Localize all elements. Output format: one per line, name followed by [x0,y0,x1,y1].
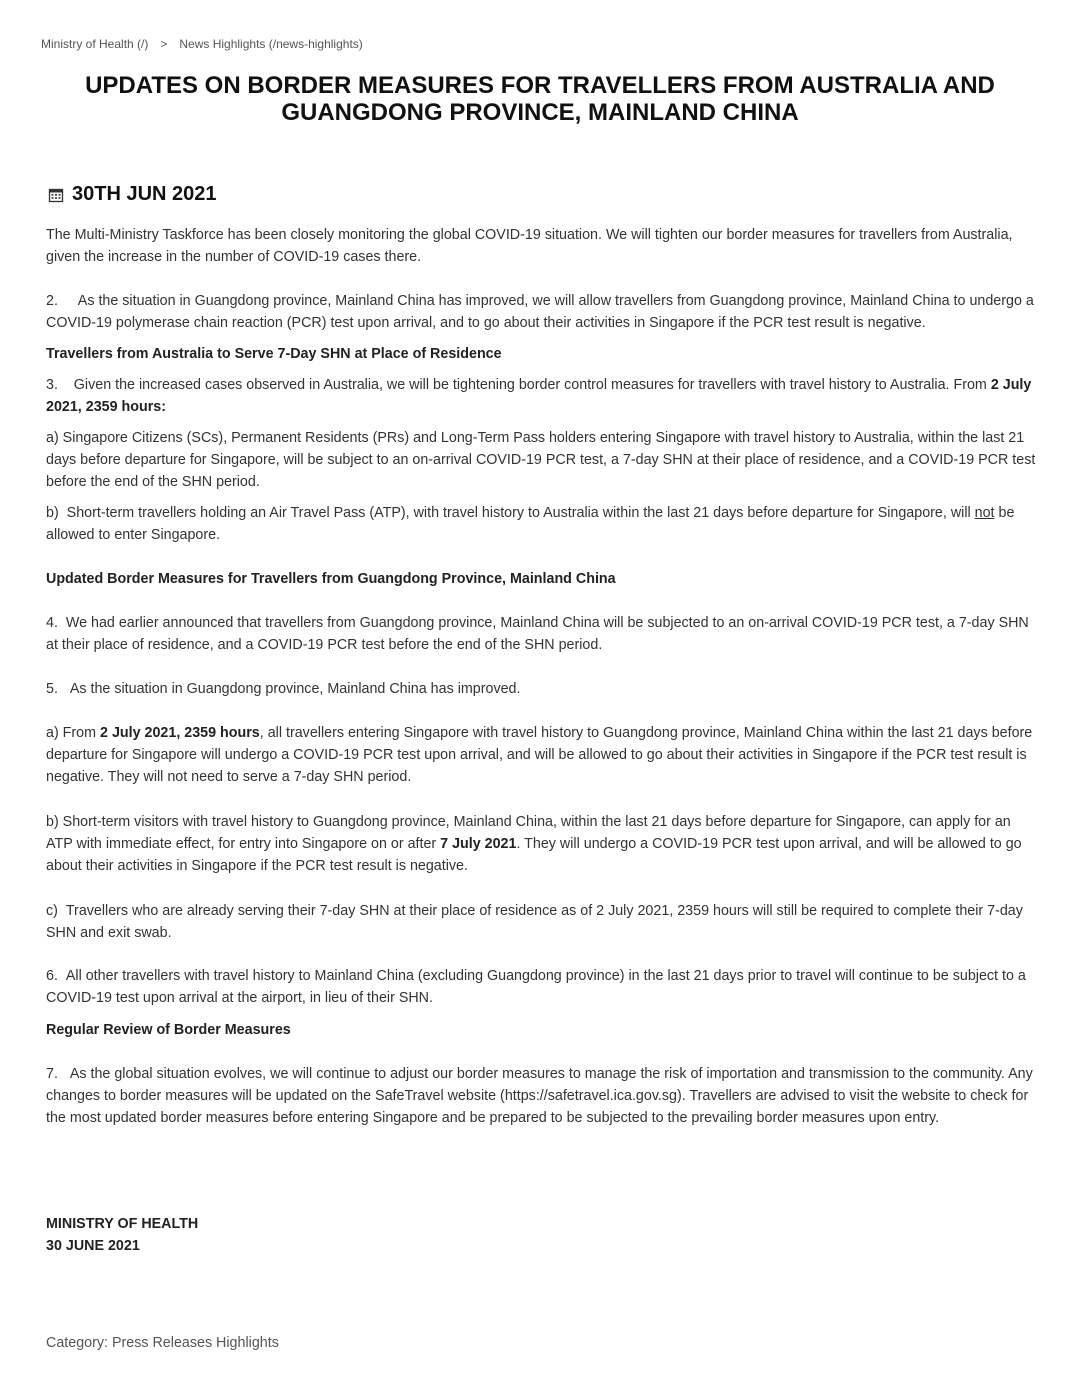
section-heading-guangdong: Updated Border Measures for Travellers from Guangdong Province, Mainland China [46,571,616,587]
paragraph-1: The Multi-Ministry Taskforce has been closely monitoring the global COVID-19 situation. We will tighten our border measures for travellers from Australia, given the increase in the number of COVID-19 cases there. [46,227,1013,265]
bold-text: 7 July 2021 [440,836,517,852]
paragraph-3b [46,502,1036,546]
paragraph-6: 6. All other travellers with travel history to Mainland China (excluding Guangdong province) in the last 21 days prior to travel will continue to be subject to a COVID-19 test upon arrival at the airport, in lieu of their SHN. [46,968,1026,1006]
paragraph-5c: c) Travellers who are already serving their 7-day SHN at their place of residence as of 2 July 2021, 2359 hours will still be required to complete their 7-day SHN and exit swab. [46,903,1023,941]
paragraph-5b [46,811,1036,877]
signature-date: 30 JUNE 2021 [46,1238,140,1254]
breadcrumb [41,37,363,51]
text: be allowed to enter Singapore. [46,505,1015,543]
bold-text: 2 July 2021, 2359 hours [100,725,260,741]
signature-org: MINISTRY OF HEALTH [46,1216,199,1232]
paragraph-7: 7. As the global situation evolves, we will continue to adjust our border measures to manage the risk of importation and transmission to the community. Any changes to border measures will be updated on the SafeTravel website (https://safetravel.ica.gov.sg). Travellers are advised to visit the website to check for the most updated border measures before entering Singapore and be prepared to be subjected to the prevailing border measures upon entry. [46,1066,1033,1126]
text: a) From [46,725,101,741]
section-heading-australia: Travellers from Australia to Serve 7-Day SHN at Place of Residence [46,346,502,362]
paragraph-5: 5. As the situation in Guangdong province, Mainland China has improved. [46,681,521,697]
underlined-text: not [974,505,995,521]
breadcrumb-ministry-of-health[interactable]: Ministry of Health (/) [41,37,149,51]
text: , all travellers entering Singapore with travel history to Guangdong province, Mainland China within the last 21 days before departure for Singapore will undergo a COVID-19 PCR test upon arrival, and will be allowed to go about their activities in Singapore if the PCR test result is negative. They will not need to serve a 7-day SHN period. [46,725,1033,785]
category [46,1332,1036,1354]
text: b) Short-term visitors with travel history to Guangdong province, Mainland China, within the last 21 days before departure for Singapore, can apply for an ATP with immediate effect, for entry into Singapore on or after [46,814,1011,852]
paragraph-3a: a) Singapore Citizens (SCs), Permanent Residents (PRs) and Long-Term Pass holders entering Singapore with travel history to Australia, within the last 21 days before departure for Singapore, will be subject to an on-arrival COVID-19 PCR test, a 7-day SHN at their place of residence, and a COVID-19 PCR test before the end of the SHN period. [46,430,1036,490]
calendar-icon [48,187,64,203]
category-value[interactable]: Press Releases Highlights [111,1335,279,1351]
text: . They will undergo a COVID-19 PCR test upon arrival, and will be allowed to go about their activities in Singapore if the PCR test result is negative. [46,836,1022,874]
article-date [48,183,217,206]
text: 3. Given the increased cases observed in Australia, we will be tightening border control measures for travellers with travel history to Australia. From [46,377,991,393]
paragraph-4: 4. We had earlier announced that travellers from Guangdong province, Mainland China will be subjected to an on-arrival COVID-19 PCR test, a 7-day SHN at their place of residence, and a COVID-19 PCR test before the end of the SHN period. [46,615,1029,653]
paragraph-5a [46,722,1036,788]
page-title: UPDATES ON BORDER MEASURES FOR TRAVELLERS FROM AUSTRALIA AND GUANGDONG PROVINCE, MAINLAND CHINA [85,72,995,126]
bold-text: 2 July 2021, 2359 hours: [46,377,1032,415]
breadcrumb-news-highlights[interactable]: News Highlights (/news-highlights) [179,37,363,51]
paragraph-2: 2. As the situation in Guangdong province, Mainland China has improved, we will allow travellers from Guangdong province, Mainland China to undergo a COVID-19 polymerase chain reaction (PCR) test upon arrival, and to go about their activities in Singapore if the PCR test result is negative. [46,293,1034,331]
text: b) Short-term travellers holding an Air Travel Pass (ATP), with travel history to Australia within the last 21 days before departure for Singapore, will [46,505,975,521]
date-text: 30TH JUN 2021 [72,183,217,205]
section-heading-review: Regular Review of Border Measures [46,1022,291,1038]
category-label: Category: [46,1335,108,1351]
chevron-right-icon: > [160,37,168,51]
paragraph-3 [46,374,1036,418]
